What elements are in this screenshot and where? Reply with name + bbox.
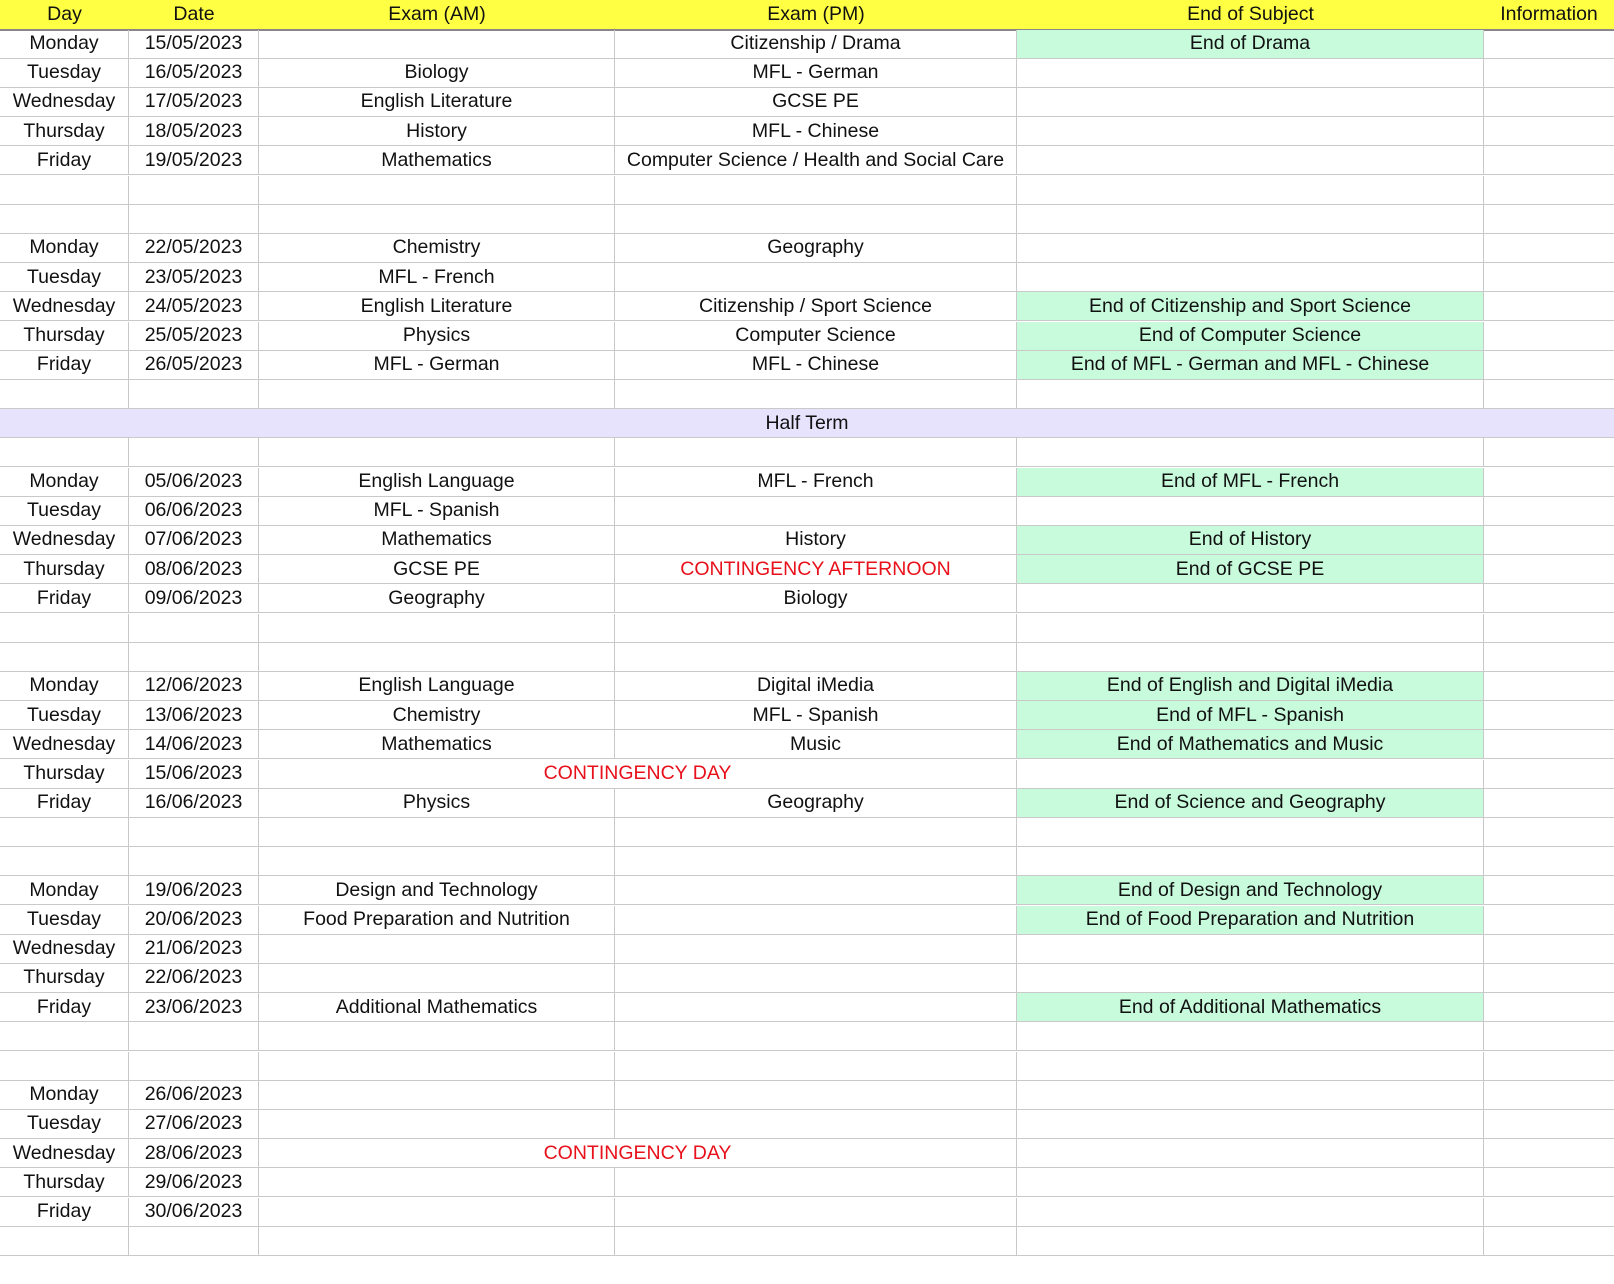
table-row [0, 643, 1614, 672]
table-row [0, 906, 1614, 935]
exam-pm-cell[interactable] [615, 1110, 1017, 1139]
end-of-subject-cell[interactable] [1017, 146, 1484, 175]
exam-pm-cell[interactable] [615, 964, 1017, 993]
day-cell[interactable]: Tuesday [0, 1110, 129, 1139]
end-of-subject-cell[interactable]: End of MFL - German and MFL - Chinese [1017, 351, 1484, 380]
exam-pm-cell[interactable]: Geography [615, 789, 1017, 818]
day-cell[interactable]: Monday [0, 1081, 129, 1110]
date-cell[interactable]: 05/06/2023 [129, 468, 259, 497]
end-of-subject-cell[interactable] [1017, 1198, 1484, 1227]
table-row [0, 1022, 1614, 1051]
day-cell[interactable]: Wednesday [0, 88, 129, 117]
date-cell[interactable]: 17/05/2023 [129, 88, 259, 117]
exam-pm-cell[interactable] [615, 205, 1017, 234]
end-of-subject-cell[interactable]: End of Design and Technology [1017, 876, 1484, 905]
exam-pm-cell[interactable]: Computer Science / Health and Social Care [615, 146, 1017, 175]
date-cell[interactable]: 08/06/2023 [129, 555, 259, 584]
exam-pm-cell[interactable] [615, 876, 1017, 905]
exam-pm-cell[interactable] [615, 438, 1017, 467]
information-cell[interactable] [1484, 1168, 1614, 1197]
exam-pm-cell[interactable] [615, 993, 1017, 1022]
information-cell[interactable] [1484, 964, 1614, 993]
end-of-subject-cell[interactable]: End of Computer Science [1017, 322, 1484, 351]
exam-am-cell[interactable]: English Literature [259, 292, 615, 321]
exam-am-cell[interactable]: English Language [259, 468, 615, 497]
table-row [0, 876, 1614, 905]
information-cell[interactable] [1484, 993, 1614, 1022]
date-cell[interactable]: 12/06/2023 [129, 672, 259, 701]
exam-am-cell[interactable]: English Literature [259, 88, 615, 117]
day-cell[interactable]: Thursday [0, 760, 129, 789]
table-row [0, 292, 1614, 321]
end-of-subject-cell[interactable] [1017, 964, 1484, 993]
day-cell[interactable]: Monday [0, 468, 129, 497]
header-end-of-subject[interactable]: End of Subject [1187, 3, 1314, 25]
exam-pm-cell[interactable] [615, 614, 1017, 643]
date-cell[interactable]: 26/05/2023 [129, 351, 259, 380]
exam-am-cell[interactable] [259, 1110, 615, 1139]
end-of-subject-cell[interactable] [1017, 847, 1484, 876]
table-row [0, 760, 1614, 789]
exam-pm-cell[interactable]: Music [615, 730, 1017, 759]
exam-am-cell[interactable]: Design and Technology [259, 876, 615, 905]
day-cell[interactable]: Thursday [0, 322, 129, 351]
information-cell[interactable] [1484, 730, 1614, 759]
end-of-subject-cell[interactable]: End of Science and Geography [1017, 789, 1484, 818]
table-row [0, 993, 1614, 1022]
date-cell[interactable]: 23/06/2023 [129, 993, 259, 1022]
day-cell[interactable] [0, 176, 129, 205]
exam-pm-cell[interactable] [615, 1022, 1017, 1051]
day-cell[interactable]: Monday [0, 30, 129, 59]
day-cell[interactable] [0, 643, 129, 672]
exam-pm-cell[interactable] [615, 380, 1017, 409]
exam-am-cell[interactable] [259, 30, 615, 59]
information-cell[interactable] [1484, 380, 1614, 409]
information-cell[interactable] [1484, 555, 1614, 584]
table-row [0, 555, 1614, 584]
exam-pm-cell[interactable] [615, 497, 1017, 526]
information-cell[interactable] [1484, 322, 1614, 351]
table-row [0, 468, 1614, 497]
end-of-subject-cell[interactable] [1017, 205, 1484, 234]
end-of-subject-cell[interactable] [1017, 497, 1484, 526]
table-row [0, 964, 1614, 993]
date-cell[interactable] [129, 643, 259, 672]
day-cell[interactable]: Tuesday [0, 497, 129, 526]
end-of-subject-cell[interactable]: End of MFL - Spanish [1017, 701, 1484, 730]
exam-am-cell[interactable] [259, 935, 615, 964]
table-row [0, 584, 1614, 613]
date-cell[interactable] [129, 1022, 259, 1051]
information-cell[interactable] [1484, 1052, 1614, 1081]
end-of-subject-cell[interactable] [1017, 1022, 1484, 1051]
day-cell[interactable]: Thursday [0, 964, 129, 993]
exam-pm-cell[interactable] [615, 1081, 1017, 1110]
information-cell[interactable] [1484, 88, 1614, 117]
end-of-subject-cell[interactable] [1017, 59, 1484, 88]
table-row [0, 1139, 1614, 1168]
date-cell[interactable]: 22/06/2023 [129, 964, 259, 993]
date-cell[interactable]: 13/06/2023 [129, 701, 259, 730]
half-term-row [0, 409, 1614, 438]
table-row [0, 438, 1614, 467]
day-cell[interactable] [0, 1227, 129, 1256]
end-of-subject-cell[interactable] [1017, 1168, 1484, 1197]
information-cell[interactable] [1484, 59, 1614, 88]
day-cell[interactable]: Wednesday [0, 730, 129, 759]
day-cell[interactable] [0, 205, 129, 234]
information-cell[interactable] [1484, 176, 1614, 205]
day-cell[interactable]: Thursday [0, 1168, 129, 1197]
end-of-subject-cell[interactable] [1017, 643, 1484, 672]
information-cell[interactable] [1484, 292, 1614, 321]
exam-am-cell[interactable]: History [259, 117, 615, 146]
exam-am-cell[interactable]: Mathematics [259, 526, 615, 555]
day-cell[interactable]: Tuesday [0, 263, 129, 292]
date-cell[interactable]: 28/06/2023 [129, 1139, 259, 1168]
exam-pm-cell[interactable] [615, 263, 1017, 292]
header-exam-am[interactable]: Exam (AM) [388, 3, 486, 25]
table-row [0, 730, 1614, 759]
date-cell[interactable]: 06/06/2023 [129, 497, 259, 526]
exam-pm-cell[interactable] [615, 1168, 1017, 1197]
end-of-subject-cell[interactable] [1017, 1052, 1484, 1081]
header-information[interactable]: Information [1500, 3, 1598, 25]
exam-pm-cell[interactable]: MFL - French [615, 468, 1017, 497]
date-cell[interactable]: 27/06/2023 [129, 1110, 259, 1139]
date-cell[interactable]: 18/05/2023 [129, 117, 259, 146]
information-cell[interactable] [1484, 789, 1614, 818]
exam-pm-cell[interactable] [615, 818, 1017, 847]
day-cell[interactable]: Wednesday [0, 1139, 129, 1168]
end-of-subject-cell[interactable] [1017, 438, 1484, 467]
date-cell[interactable] [129, 380, 259, 409]
exam-am-cell[interactable] [259, 176, 615, 205]
end-of-subject-cell[interactable] [1017, 614, 1484, 643]
exam-am-cell[interactable]: Mathematics [259, 730, 615, 759]
exam-pm-cell[interactable]: CONTINGENCY AFTERNOON [615, 555, 1017, 584]
exam-pm-cell[interactable] [615, 643, 1017, 672]
information-cell[interactable] [1484, 526, 1614, 555]
end-of-subject-cell[interactable] [1017, 760, 1484, 789]
exam-pm-cell[interactable]: MFL - German [615, 59, 1017, 88]
end-of-subject-cell[interactable] [1017, 1110, 1484, 1139]
day-cell[interactable]: Tuesday [0, 906, 129, 935]
exam-pm-cell[interactable] [615, 935, 1017, 964]
information-cell[interactable] [1484, 351, 1614, 380]
information-cell[interactable] [1484, 1139, 1614, 1168]
information-cell[interactable] [1484, 468, 1614, 497]
date-cell[interactable] [129, 438, 259, 467]
table-row [0, 1110, 1614, 1139]
date-cell[interactable] [129, 1052, 259, 1081]
end-of-subject-cell[interactable]: End of Drama [1017, 30, 1484, 59]
date-cell[interactable]: 26/06/2023 [129, 1081, 259, 1110]
contingency-cell[interactable]: CONTINGENCY DAY [259, 1139, 1017, 1168]
information-cell[interactable] [1484, 438, 1614, 467]
date-cell[interactable]: 19/06/2023 [129, 876, 259, 905]
end-of-subject-cell[interactable] [1017, 88, 1484, 117]
table-row [0, 146, 1614, 175]
end-of-subject-cell[interactable] [1017, 380, 1484, 409]
table-row [0, 701, 1614, 730]
header-row [0, 0, 1614, 31]
exam-am-cell[interactable] [259, 847, 615, 876]
day-cell[interactable]: Wednesday [0, 526, 129, 555]
information-cell[interactable] [1484, 701, 1614, 730]
exam-am-cell[interactable]: MFL - French [259, 263, 615, 292]
exam-pm-cell[interactable]: Citizenship / Sport Science [615, 292, 1017, 321]
end-of-subject-cell[interactable]: End of MFL - French [1017, 468, 1484, 497]
end-of-subject-cell[interactable] [1017, 1139, 1484, 1168]
table-row [0, 818, 1614, 847]
end-of-subject-cell[interactable] [1017, 1227, 1484, 1256]
day-cell[interactable]: Friday [0, 1198, 129, 1227]
information-cell[interactable] [1484, 497, 1614, 526]
table-row [0, 234, 1614, 263]
exam-am-cell[interactable]: MFL - German [259, 351, 615, 380]
exam-pm-cell[interactable]: History [615, 526, 1017, 555]
information-cell[interactable] [1484, 935, 1614, 964]
exam-am-cell[interactable]: Chemistry [259, 234, 615, 263]
table-row [0, 176, 1614, 205]
table-row [0, 117, 1614, 146]
information-cell[interactable] [1484, 906, 1614, 935]
exam-am-cell[interactable] [259, 964, 615, 993]
table-row [0, 1052, 1614, 1081]
end-of-subject-cell[interactable] [1017, 117, 1484, 146]
exam-am-cell[interactable] [259, 1081, 615, 1110]
day-cell[interactable]: Thursday [0, 555, 129, 584]
end-of-subject-cell[interactable]: End of Food Preparation and Nutrition [1017, 906, 1484, 935]
exam-am-cell[interactable] [259, 1198, 615, 1227]
exam-pm-cell[interactable] [615, 1052, 1017, 1081]
information-cell[interactable] [1484, 205, 1614, 234]
date-cell[interactable]: 29/06/2023 [129, 1168, 259, 1197]
exam-pm-cell[interactable] [615, 176, 1017, 205]
exam-am-cell[interactable] [259, 438, 615, 467]
end-of-subject-cell[interactable]: End of History [1017, 526, 1484, 555]
date-cell[interactable]: 23/05/2023 [129, 263, 259, 292]
exam-pm-cell[interactable]: Citizenship / Drama [615, 30, 1017, 59]
day-cell[interactable]: Wednesday [0, 935, 129, 964]
exam-am-cell[interactable]: English Language [259, 672, 615, 701]
exam-am-cell[interactable]: Chemistry [259, 701, 615, 730]
information-cell[interactable] [1484, 760, 1614, 789]
exam-am-cell[interactable]: MFL - Spanish [259, 497, 615, 526]
exam-am-cell[interactable]: Additional Mathematics [259, 993, 615, 1022]
exam-am-cell[interactable] [259, 1227, 615, 1256]
date-cell[interactable]: 21/06/2023 [129, 935, 259, 964]
information-cell[interactable] [1484, 1110, 1614, 1139]
exam-pm-cell[interactable]: MFL - Chinese [615, 117, 1017, 146]
information-cell[interactable] [1484, 672, 1614, 701]
exam-am-cell[interactable] [259, 1022, 615, 1051]
day-cell[interactable]: Friday [0, 993, 129, 1022]
information-cell[interactable] [1484, 146, 1614, 175]
exam-pm-cell[interactable]: GCSE PE [615, 88, 1017, 117]
exam-am-cell[interactable]: Physics [259, 789, 615, 818]
date-cell[interactable]: 22/05/2023 [129, 234, 259, 263]
information-cell[interactable] [1484, 117, 1614, 146]
exam-pm-cell[interactable] [615, 847, 1017, 876]
exam-pm-cell[interactable]: Biology [615, 584, 1017, 613]
exam-am-cell[interactable] [259, 1052, 615, 1081]
exam-am-cell[interactable] [259, 614, 615, 643]
end-of-subject-cell[interactable] [1017, 234, 1484, 263]
table-row [0, 614, 1614, 643]
exam-am-cell[interactable] [259, 380, 615, 409]
day-cell[interactable]: Monday [0, 672, 129, 701]
exam-pm-cell[interactable]: Digital iMedia [615, 672, 1017, 701]
exam-am-cell[interactable] [259, 643, 615, 672]
date-cell[interactable]: 30/06/2023 [129, 1198, 259, 1227]
end-of-subject-cell[interactable]: End of Citizenship and Sport Science [1017, 292, 1484, 321]
exam-am-cell[interactable] [259, 205, 615, 234]
end-of-subject-cell[interactable] [1017, 584, 1484, 613]
table-row [0, 1168, 1614, 1197]
end-of-subject-cell[interactable]: End of Additional Mathematics [1017, 993, 1484, 1022]
exam-am-cell[interactable] [259, 1168, 615, 1197]
table-row [0, 380, 1614, 409]
date-cell[interactable]: 16/05/2023 [129, 59, 259, 88]
end-of-subject-cell[interactable] [1017, 176, 1484, 205]
day-cell[interactable]: Friday [0, 351, 129, 380]
table-row [0, 263, 1614, 292]
exam-am-cell[interactable]: Food Preparation and Nutrition [259, 906, 615, 935]
exam-pm-cell[interactable] [615, 1227, 1017, 1256]
information-cell[interactable] [1484, 263, 1614, 292]
end-of-subject-cell[interactable]: End of Mathematics and Music [1017, 730, 1484, 759]
date-cell[interactable]: 15/06/2023 [129, 760, 259, 789]
exam-am-cell[interactable]: Mathematics [259, 146, 615, 175]
date-cell[interactable] [129, 818, 259, 847]
date-cell[interactable] [129, 847, 259, 876]
information-cell[interactable] [1484, 234, 1614, 263]
end-of-subject-cell[interactable]: End of English and Digital iMedia [1017, 672, 1484, 701]
information-cell[interactable] [1484, 1081, 1614, 1110]
exam-pm-cell[interactable]: Geography [615, 234, 1017, 263]
date-cell[interactable] [129, 614, 259, 643]
end-of-subject-cell[interactable]: End of GCSE PE [1017, 555, 1484, 584]
day-cell[interactable]: Friday [0, 146, 129, 175]
day-cell[interactable] [0, 614, 129, 643]
date-cell[interactable]: 14/06/2023 [129, 730, 259, 759]
information-cell[interactable] [1484, 1198, 1614, 1227]
end-of-subject-cell[interactable] [1017, 818, 1484, 847]
exam-am-cell[interactable]: Physics [259, 322, 615, 351]
day-cell[interactable] [0, 380, 129, 409]
table-row [0, 30, 1614, 59]
table-row [0, 1198, 1614, 1227]
day-cell[interactable]: Tuesday [0, 59, 129, 88]
day-cell[interactable] [0, 1052, 129, 1081]
exam-am-cell[interactable]: Biology [259, 59, 615, 88]
information-cell[interactable] [1484, 584, 1614, 613]
table-row [0, 789, 1614, 818]
table-row [0, 1081, 1614, 1110]
half-term-cell[interactable]: Half Term [0, 409, 1614, 438]
exam-am-cell[interactable]: GCSE PE [259, 555, 615, 584]
table-row [0, 88, 1614, 117]
table-row [0, 1227, 1614, 1256]
exam-am-cell[interactable] [259, 818, 615, 847]
date-cell[interactable]: 20/06/2023 [129, 906, 259, 935]
information-cell[interactable] [1484, 614, 1614, 643]
date-cell[interactable] [129, 176, 259, 205]
table-row [0, 526, 1614, 555]
information-cell[interactable] [1484, 643, 1614, 672]
table-row [0, 59, 1614, 88]
date-cell[interactable]: 25/05/2023 [129, 322, 259, 351]
date-cell[interactable] [129, 1227, 259, 1256]
information-cell[interactable] [1484, 1022, 1614, 1051]
date-cell[interactable] [129, 205, 259, 234]
information-cell[interactable] [1484, 818, 1614, 847]
date-cell[interactable]: 07/06/2023 [129, 526, 259, 555]
table-row [0, 351, 1614, 380]
header-exam-pm[interactable]: Exam (PM) [767, 3, 865, 25]
day-cell[interactable] [0, 438, 129, 467]
exam-am-cell[interactable]: Geography [259, 584, 615, 613]
date-cell[interactable]: 09/06/2023 [129, 584, 259, 613]
day-cell[interactable]: Monday [0, 234, 129, 263]
exam-pm-cell[interactable] [615, 906, 1017, 935]
date-cell[interactable]: 24/05/2023 [129, 292, 259, 321]
date-cell[interactable]: 19/05/2023 [129, 146, 259, 175]
information-cell[interactable] [1484, 1227, 1614, 1256]
day-cell[interactable]: Tuesday [0, 701, 129, 730]
table-row [0, 935, 1614, 964]
contingency-cell[interactable]: CONTINGENCY DAY [259, 760, 1017, 789]
exam-pm-cell[interactable]: MFL - Spanish [615, 701, 1017, 730]
table-row [0, 672, 1614, 701]
table-row [0, 847, 1614, 876]
table-row [0, 497, 1614, 526]
information-cell[interactable] [1484, 847, 1614, 876]
information-cell[interactable] [1484, 876, 1614, 905]
header-day[interactable]: Day [47, 3, 82, 25]
exam-pm-cell[interactable] [615, 1198, 1017, 1227]
day-cell[interactable]: Thursday [0, 117, 129, 146]
day-cell[interactable] [0, 818, 129, 847]
table-row [0, 205, 1614, 234]
table-row [0, 322, 1614, 351]
day-cell[interactable] [0, 847, 129, 876]
end-of-subject-cell[interactable] [1017, 935, 1484, 964]
exam-pm-cell[interactable]: MFL - Chinese [615, 351, 1017, 380]
day-cell[interactable]: Monday [0, 876, 129, 905]
day-cell[interactable]: Friday [0, 789, 129, 818]
end-of-subject-cell[interactable] [1017, 263, 1484, 292]
information-cell[interactable] [1484, 30, 1614, 59]
date-cell[interactable]: 16/06/2023 [129, 789, 259, 818]
day-cell[interactable]: Friday [0, 584, 129, 613]
day-cell[interactable]: Wednesday [0, 292, 129, 321]
exam-pm-cell[interactable]: Computer Science [615, 322, 1017, 351]
day-cell[interactable] [0, 1022, 129, 1051]
header-date[interactable]: Date [173, 3, 215, 25]
end-of-subject-cell[interactable] [1017, 1081, 1484, 1110]
date-cell[interactable]: 15/05/2023 [129, 30, 259, 59]
